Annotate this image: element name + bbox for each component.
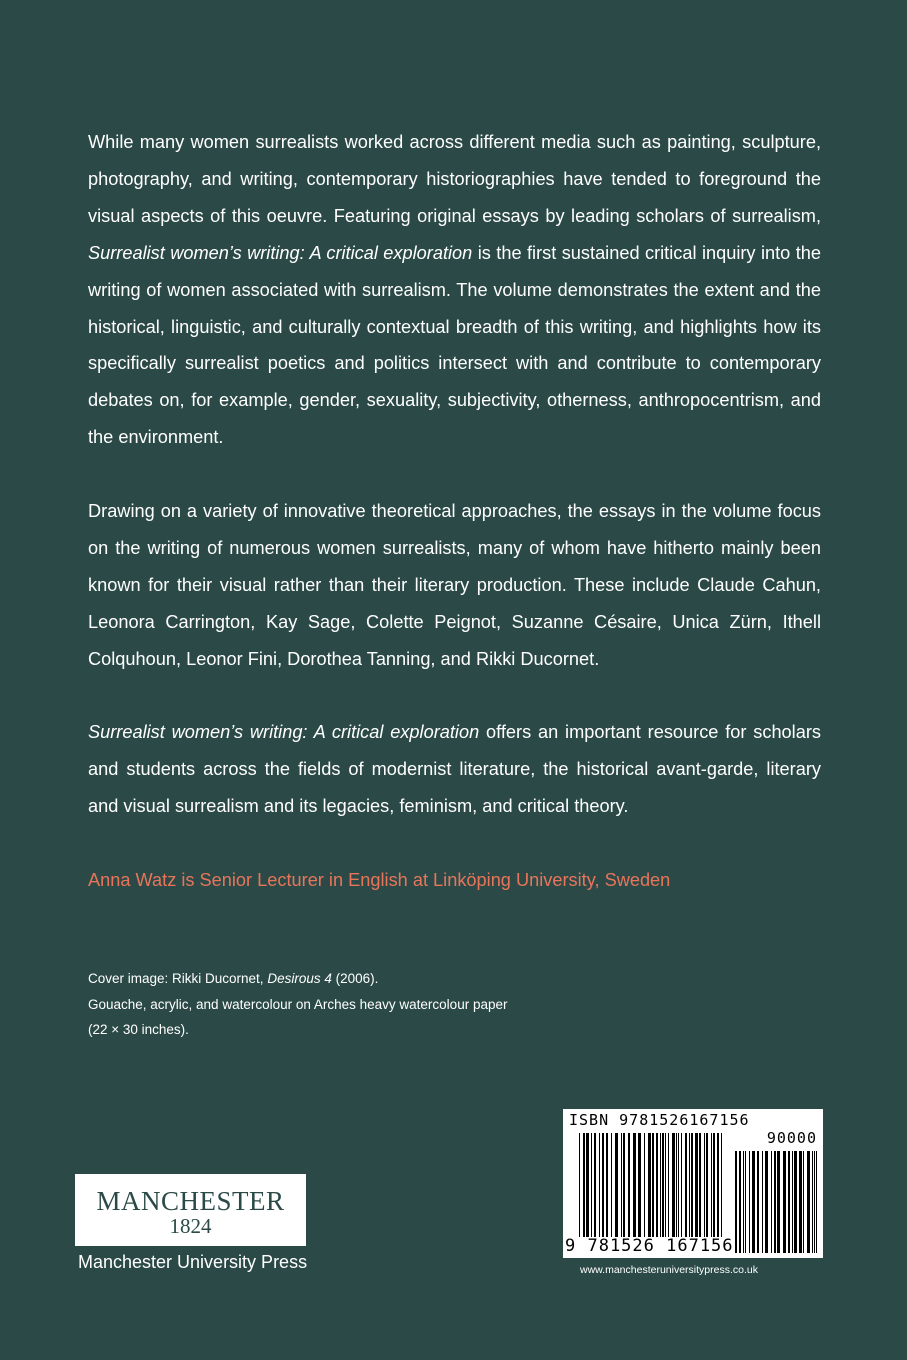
barcode-bar [706, 1133, 708, 1237]
description-paragraph-3 [88, 714, 821, 825]
barcode-bar [814, 1151, 815, 1253]
barcode-bar [615, 1133, 618, 1237]
barcode-bar [681, 1133, 682, 1237]
barcode-bar [652, 1133, 654, 1237]
publisher-logo [75, 1174, 306, 1246]
barcode-bar [717, 1133, 719, 1237]
credit-prefix: Cover image: Rikki Ducornet, [88, 971, 264, 986]
logo-year: 1824 [169, 1214, 212, 1238]
barcode-bar [602, 1133, 604, 1237]
barcode-bar [676, 1133, 677, 1237]
barcode-bar [660, 1133, 661, 1237]
barcode-bar [788, 1151, 790, 1253]
barcode-bar [807, 1151, 810, 1253]
para1-text-after-title: is the first sustained critical inquiry into the writing of women associated with surrealism. The volume demonstrates the extent and the historical, linguistic, and culturally contextual breadth of this writing, and highlights how its specifically surrealist poetics and politics intersect with and contribute to contemporary debates on, for example, gender, sexuality, subjectivity, otherness, anthropocentrism, and the environment. [88, 242, 821, 448]
barcode-bar [623, 1133, 625, 1237]
barcode-bar [792, 1151, 793, 1253]
barcode-bar [713, 1133, 715, 1237]
barcode-bar [774, 1151, 776, 1253]
barcode-bar [783, 1151, 786, 1253]
barcode-bar [628, 1133, 630, 1237]
barcode-bar [762, 1151, 763, 1253]
barcode-bar [672, 1133, 675, 1237]
barcode-bar [691, 1133, 693, 1237]
book-title-inline: Surrealist women’s writing: A critical exploration [88, 722, 480, 742]
para3-text-after-title: offers an important resource for scholars and students across the fields of modernist literature, the historical avant-garde, literary and visual surrealism and its legacies, feminism, and critical theory. [88, 722, 821, 816]
barcode-bar [638, 1133, 641, 1237]
isbn-label: ISBN 9781526167156 [569, 1111, 750, 1129]
isbn-barcode [563, 1109, 823, 1258]
barcode-bar [662, 1133, 664, 1237]
barcode-bar [685, 1133, 687, 1237]
barcode-bar [816, 1151, 817, 1253]
barcode-bar [721, 1133, 722, 1237]
barcode-bar [594, 1133, 596, 1237]
barcode-bar [704, 1133, 705, 1237]
barcode-bar [678, 1133, 679, 1237]
barcode-bar [771, 1151, 772, 1253]
barcode-bar [665, 1133, 666, 1237]
barcode-bar [699, 1133, 701, 1237]
barcode-bar [735, 1151, 737, 1253]
barcode-bar [765, 1151, 768, 1253]
barcode-bar [621, 1133, 622, 1237]
barcode-bar [749, 1151, 750, 1253]
barcode-bar [794, 1151, 797, 1253]
barcode-bar [695, 1133, 698, 1237]
barcode-bar [583, 1133, 585, 1237]
barcode-bar [752, 1151, 755, 1253]
barcode-bar [656, 1133, 658, 1237]
price-addon-number: 90000 [766, 1129, 817, 1147]
author-note: Anna Watz is Senior Lecturer in English at Linköping University, Sweden [88, 870, 671, 890]
barcode-bar [711, 1133, 712, 1237]
barcode-bar [591, 1133, 592, 1237]
para1-text-before-title: While many women surrealists worked across different media such as painting, sculpture, photography, and writing, contemporary historiographies have tended to foreground the visual aspects of this oeuvre. Featuring original essays by leading scholars of surrealism, [88, 132, 821, 226]
barcode-bar [812, 1151, 813, 1253]
barcode-bar [611, 1133, 612, 1237]
logo-name: MANCHESTER [96, 1186, 285, 1216]
barcode-bar [668, 1133, 669, 1237]
barcode-bar [739, 1151, 741, 1253]
barcode-bar [579, 1133, 580, 1237]
barcode-bar [586, 1133, 589, 1237]
barcode-bar [745, 1151, 746, 1253]
barcode-bar [599, 1133, 600, 1237]
ean-number: 9 781526 167156 [565, 1236, 734, 1256]
book-title-inline: Surrealist women’s writing: A critical exploration [88, 242, 473, 263]
barcode-bar [799, 1151, 802, 1253]
barcode-bar [633, 1133, 636, 1237]
barcode-bar [644, 1133, 645, 1237]
barcode-bar [648, 1133, 651, 1237]
publisher-url: www.manchesteruniversitypress.co.uk [580, 1264, 758, 1276]
barcode-bar [777, 1151, 780, 1253]
barcode-bar [606, 1133, 608, 1237]
credit-work-title: Desirous 4 [267, 971, 332, 986]
credit-medium: Gouache, acrylic, and watercolour on Arches heavy watercolour paper (22 × 30 inches). [88, 996, 508, 1037]
barcode-bar [743, 1151, 744, 1253]
barcode-bar [689, 1133, 690, 1237]
barcode-bar [757, 1151, 759, 1253]
publisher-name: Manchester University Press [78, 1252, 308, 1272]
cover-image-credit [88, 966, 508, 1043]
barcode-bar [803, 1151, 804, 1253]
description-paragraph-1 [88, 124, 821, 456]
credit-suffix: (2006). [335, 971, 379, 986]
description-paragraph-2: Drawing on a variety of innovative theoretical approaches, the essays in the volume focus on the writing of numerous women surrealists, many of whom have hitherto mainly been known for their visual rather than their literary production. These include Claude Cahun, Leonora Carrington, Kay Sage, Colette Peignot, Suzanne Césaire, Unica Zürn, Ithell Colquhoun, Leonor Fini, Dorothea Tanning, and Rikki Ducornet. [88, 501, 821, 669]
